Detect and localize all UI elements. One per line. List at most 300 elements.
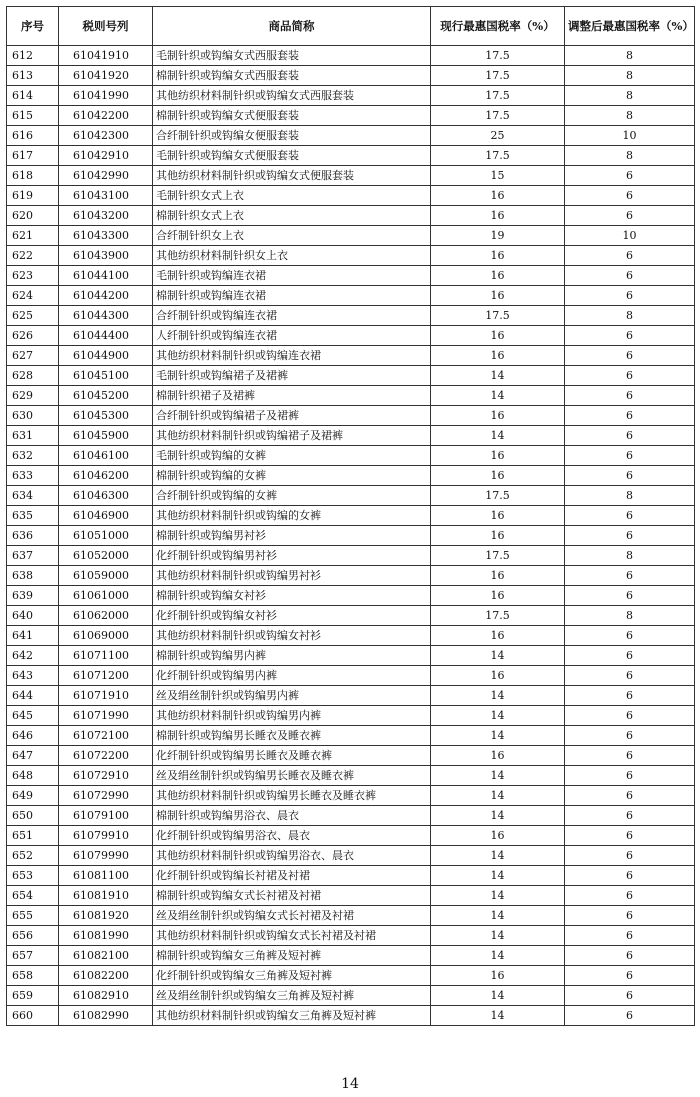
cell-current-rate: 16 xyxy=(431,466,565,486)
cell-name: 人纤制针织或钩编连衣裙 xyxy=(153,326,431,346)
table-row xyxy=(7,826,695,846)
table-row xyxy=(7,686,695,706)
cell-new-rate: 6 xyxy=(565,806,695,826)
cell-index: 639 xyxy=(7,586,59,606)
table-row xyxy=(7,946,695,966)
cell-current-rate: 16 xyxy=(431,266,565,286)
cell-new-rate: 6 xyxy=(565,886,695,906)
table-row xyxy=(7,746,695,766)
cell-name: 棉制针织或钩编女衬衫 xyxy=(153,586,431,606)
cell-new-rate: 6 xyxy=(565,646,695,666)
cell-name: 其他纺织材料制针织或钩编男内裤 xyxy=(153,706,431,726)
cell-index: 612 xyxy=(7,46,59,66)
tariff-table xyxy=(6,6,695,1026)
table-row xyxy=(7,186,695,206)
table-row xyxy=(7,1006,695,1026)
table-row xyxy=(7,666,695,686)
cell-current-rate: 16 xyxy=(431,206,565,226)
cell-current-rate: 16 xyxy=(431,186,565,206)
cell-name: 其他纺织材料制针织或钩编女式西服套装 xyxy=(153,86,431,106)
cell-current-rate: 17.5 xyxy=(431,606,565,626)
table-row xyxy=(7,606,695,626)
cell-index: 613 xyxy=(7,66,59,86)
cell-new-rate: 8 xyxy=(565,486,695,506)
cell-name: 棉制针织或钩编女式便服套装 xyxy=(153,106,431,126)
cell-current-rate: 17.5 xyxy=(431,86,565,106)
cell-index: 660 xyxy=(7,1006,59,1026)
cell-new-rate: 6 xyxy=(565,666,695,686)
table-row xyxy=(7,706,695,726)
cell-code: 61082100 xyxy=(59,946,153,966)
cell-index: 631 xyxy=(7,426,59,446)
cell-new-rate: 6 xyxy=(565,946,695,966)
cell-new-rate: 6 xyxy=(565,746,695,766)
cell-new-rate: 6 xyxy=(565,406,695,426)
cell-name: 毛制针织或钩编连衣裙 xyxy=(153,266,431,286)
table-row xyxy=(7,406,695,426)
cell-new-rate: 6 xyxy=(565,626,695,646)
cell-name: 化纤制针织或钩编女三角裤及短衬裤 xyxy=(153,966,431,986)
table-row xyxy=(7,146,695,166)
cell-code: 61079990 xyxy=(59,846,153,866)
cell-code: 61041910 xyxy=(59,46,153,66)
table-row xyxy=(7,646,695,666)
cell-current-rate: 14 xyxy=(431,766,565,786)
cell-code: 61072910 xyxy=(59,766,153,786)
cell-current-rate: 15 xyxy=(431,166,565,186)
cell-new-rate: 10 xyxy=(565,226,695,246)
cell-current-rate: 16 xyxy=(431,326,565,346)
cell-name: 其他纺织材料制针织女上衣 xyxy=(153,246,431,266)
cell-index: 615 xyxy=(7,106,59,126)
cell-current-rate: 16 xyxy=(431,286,565,306)
cell-current-rate: 14 xyxy=(431,786,565,806)
cell-current-rate: 16 xyxy=(431,826,565,846)
cell-current-rate: 14 xyxy=(431,686,565,706)
table-row xyxy=(7,486,695,506)
cell-current-rate: 16 xyxy=(431,526,565,546)
cell-new-rate: 6 xyxy=(565,386,695,406)
cell-index: 621 xyxy=(7,226,59,246)
cell-current-rate: 14 xyxy=(431,986,565,1006)
table-row xyxy=(7,106,695,126)
cell-name: 棉制针织或钩编女式西服套装 xyxy=(153,66,431,86)
cell-new-rate: 6 xyxy=(565,446,695,466)
table-row xyxy=(7,866,695,886)
cell-new-rate: 6 xyxy=(565,906,695,926)
cell-new-rate: 6 xyxy=(565,346,695,366)
cell-current-rate: 16 xyxy=(431,246,565,266)
table-row xyxy=(7,346,695,366)
cell-current-rate: 16 xyxy=(431,446,565,466)
cell-new-rate: 8 xyxy=(565,546,695,566)
table-row xyxy=(7,886,695,906)
tariff-table-container xyxy=(6,6,694,1026)
cell-code: 61072200 xyxy=(59,746,153,766)
cell-new-rate: 6 xyxy=(565,286,695,306)
cell-name: 毛制针织或钩编的女裤 xyxy=(153,446,431,466)
cell-current-rate: 14 xyxy=(431,886,565,906)
cell-code: 61082910 xyxy=(59,986,153,1006)
cell-index: 646 xyxy=(7,726,59,746)
cell-name: 毛制针织或钩编女式便服套装 xyxy=(153,146,431,166)
table-row xyxy=(7,806,695,826)
cell-new-rate: 6 xyxy=(565,326,695,346)
cell-current-rate: 14 xyxy=(431,726,565,746)
cell-code: 61059000 xyxy=(59,566,153,586)
cell-name: 合纤制针织或钩编的女裤 xyxy=(153,486,431,506)
cell-name: 棉制针织或钩编连衣裙 xyxy=(153,286,431,306)
cell-code: 61071910 xyxy=(59,686,153,706)
cell-code: 61072990 xyxy=(59,786,153,806)
cell-new-rate: 6 xyxy=(565,186,695,206)
table-row xyxy=(7,546,695,566)
header-new-rate: 调整后最惠国税率（%） xyxy=(565,7,695,46)
cell-new-rate: 6 xyxy=(565,846,695,866)
cell-new-rate: 6 xyxy=(565,526,695,546)
cell-code: 61042910 xyxy=(59,146,153,166)
cell-index: 640 xyxy=(7,606,59,626)
cell-code: 61071200 xyxy=(59,666,153,686)
cell-current-rate: 16 xyxy=(431,346,565,366)
cell-current-rate: 17.5 xyxy=(431,66,565,86)
cell-name: 毛制针织或钩编裙子及裙裤 xyxy=(153,366,431,386)
cell-index: 650 xyxy=(7,806,59,826)
cell-code: 61071100 xyxy=(59,646,153,666)
cell-code: 61052000 xyxy=(59,546,153,566)
cell-name: 丝及绢丝制针织或钩编女式长衬裙及衬裙 xyxy=(153,906,431,926)
cell-current-rate: 16 xyxy=(431,586,565,606)
cell-code: 61042200 xyxy=(59,106,153,126)
cell-code: 61072100 xyxy=(59,726,153,746)
cell-name: 其他纺织材料制针织或钩编男衬衫 xyxy=(153,566,431,586)
cell-name: 其他纺织材料制针织或钩编男长睡衣及睡衣裤 xyxy=(153,786,431,806)
cell-index: 658 xyxy=(7,966,59,986)
cell-new-rate: 8 xyxy=(565,106,695,126)
table-row xyxy=(7,586,695,606)
cell-index: 634 xyxy=(7,486,59,506)
cell-name: 丝及绢丝制针织或钩编女三角裤及短衬裤 xyxy=(153,986,431,1006)
table-row xyxy=(7,266,695,286)
cell-index: 617 xyxy=(7,146,59,166)
cell-code: 61082990 xyxy=(59,1006,153,1026)
cell-new-rate: 6 xyxy=(565,986,695,1006)
cell-current-rate: 16 xyxy=(431,966,565,986)
cell-name: 其他纺织材料制针织或钩编裙子及裙裤 xyxy=(153,426,431,446)
cell-current-rate: 14 xyxy=(431,646,565,666)
cell-name: 棉制针织或钩编男内裤 xyxy=(153,646,431,666)
cell-index: 648 xyxy=(7,766,59,786)
cell-new-rate: 6 xyxy=(565,726,695,746)
cell-index: 619 xyxy=(7,186,59,206)
cell-index: 622 xyxy=(7,246,59,266)
cell-code: 61082200 xyxy=(59,966,153,986)
cell-code: 61045200 xyxy=(59,386,153,406)
cell-name: 合纤制针织或钩编连衣裙 xyxy=(153,306,431,326)
cell-name: 丝及绢丝制针织或钩编男长睡衣及睡衣裤 xyxy=(153,766,431,786)
cell-index: 659 xyxy=(7,986,59,1006)
cell-new-rate: 8 xyxy=(565,146,695,166)
cell-name: 棉制针织或钩编女三角裤及短衬裤 xyxy=(153,946,431,966)
cell-code: 61044200 xyxy=(59,286,153,306)
cell-name: 棉制针织或钩编男浴衣、晨衣 xyxy=(153,806,431,826)
table-row xyxy=(7,526,695,546)
cell-code: 61046900 xyxy=(59,506,153,526)
table-row xyxy=(7,66,695,86)
cell-current-rate: 14 xyxy=(431,426,565,446)
cell-index: 620 xyxy=(7,206,59,226)
cell-name: 化纤制针织或钩编女衬衫 xyxy=(153,606,431,626)
table-row xyxy=(7,166,695,186)
cell-current-rate: 17.5 xyxy=(431,546,565,566)
table-row xyxy=(7,726,695,746)
cell-code: 61042990 xyxy=(59,166,153,186)
table-row xyxy=(7,46,695,66)
cell-name: 其他纺织材料制针织或钩编女三角裤及短衬裤 xyxy=(153,1006,431,1026)
cell-code: 61044100 xyxy=(59,266,153,286)
cell-name: 合纤制针织女上衣 xyxy=(153,226,431,246)
cell-index: 618 xyxy=(7,166,59,186)
cell-code: 61046300 xyxy=(59,486,153,506)
cell-current-rate: 17.5 xyxy=(431,106,565,126)
cell-new-rate: 6 xyxy=(565,426,695,446)
table-row xyxy=(7,926,695,946)
cell-current-rate: 16 xyxy=(431,566,565,586)
cell-current-rate: 14 xyxy=(431,386,565,406)
cell-name: 其他纺织材料制针织或钩编男浴衣、晨衣 xyxy=(153,846,431,866)
cell-code: 61061000 xyxy=(59,586,153,606)
table-row xyxy=(7,366,695,386)
cell-index: 626 xyxy=(7,326,59,346)
cell-current-rate: 19 xyxy=(431,226,565,246)
table-row xyxy=(7,306,695,326)
cell-new-rate: 8 xyxy=(565,86,695,106)
cell-new-rate: 8 xyxy=(565,46,695,66)
cell-current-rate: 14 xyxy=(431,806,565,826)
cell-code: 61079910 xyxy=(59,826,153,846)
cell-name: 毛制针织或钩编女式西服套装 xyxy=(153,46,431,66)
table-header-row xyxy=(7,7,695,46)
cell-new-rate: 6 xyxy=(565,686,695,706)
table-body xyxy=(7,46,695,1026)
cell-index: 645 xyxy=(7,706,59,726)
cell-code: 61071990 xyxy=(59,706,153,726)
cell-index: 652 xyxy=(7,846,59,866)
cell-code: 61042300 xyxy=(59,126,153,146)
cell-current-rate: 14 xyxy=(431,846,565,866)
cell-new-rate: 6 xyxy=(565,706,695,726)
table-row xyxy=(7,206,695,226)
cell-index: 637 xyxy=(7,546,59,566)
cell-index: 644 xyxy=(7,686,59,706)
table-row xyxy=(7,86,695,106)
cell-new-rate: 6 xyxy=(565,966,695,986)
cell-index: 625 xyxy=(7,306,59,326)
cell-new-rate: 6 xyxy=(565,766,695,786)
cell-new-rate: 6 xyxy=(565,786,695,806)
table-row xyxy=(7,286,695,306)
cell-current-rate: 16 xyxy=(431,666,565,686)
cell-current-rate: 16 xyxy=(431,506,565,526)
cell-code: 61044400 xyxy=(59,326,153,346)
cell-code: 61069000 xyxy=(59,626,153,646)
table-row xyxy=(7,626,695,646)
cell-index: 653 xyxy=(7,866,59,886)
cell-name: 棉制针织女式上衣 xyxy=(153,206,431,226)
cell-index: 655 xyxy=(7,906,59,926)
cell-new-rate: 6 xyxy=(565,466,695,486)
cell-code: 61046200 xyxy=(59,466,153,486)
cell-new-rate: 6 xyxy=(565,1006,695,1026)
cell-code: 61044900 xyxy=(59,346,153,366)
cell-current-rate: 14 xyxy=(431,906,565,926)
cell-current-rate: 17.5 xyxy=(431,46,565,66)
cell-code: 61046100 xyxy=(59,446,153,466)
cell-index: 624 xyxy=(7,286,59,306)
header-code: 税则号列 xyxy=(59,7,153,46)
table-row xyxy=(7,506,695,526)
cell-name: 化纤制针织或钩编男内裤 xyxy=(153,666,431,686)
header-name: 商品简称 xyxy=(153,7,431,46)
table-row xyxy=(7,386,695,406)
cell-name: 棉制针织或钩编男衬衫 xyxy=(153,526,431,546)
cell-name: 棉制针织或钩编男长睡衣及睡衣裤 xyxy=(153,726,431,746)
cell-index: 656 xyxy=(7,926,59,946)
cell-index: 623 xyxy=(7,266,59,286)
cell-name: 丝及绢丝制针织或钩编男内裤 xyxy=(153,686,431,706)
header-current-rate: 现行最惠国税率（%） xyxy=(431,7,565,46)
cell-code: 61045900 xyxy=(59,426,153,446)
table-row xyxy=(7,326,695,346)
cell-code: 61062000 xyxy=(59,606,153,626)
cell-new-rate: 6 xyxy=(565,366,695,386)
cell-index: 628 xyxy=(7,366,59,386)
table-row xyxy=(7,766,695,786)
table-row xyxy=(7,906,695,926)
table-row xyxy=(7,446,695,466)
cell-code: 61051000 xyxy=(59,526,153,546)
table-row xyxy=(7,986,695,1006)
cell-name: 毛制针织女式上衣 xyxy=(153,186,431,206)
cell-name: 化纤制针织或钩编男长睡衣及睡衣裤 xyxy=(153,746,431,766)
cell-name: 其他纺织材料制针织或钩编女式便服套装 xyxy=(153,166,431,186)
cell-new-rate: 6 xyxy=(565,166,695,186)
cell-index: 614 xyxy=(7,86,59,106)
cell-index: 657 xyxy=(7,946,59,966)
cell-new-rate: 6 xyxy=(565,566,695,586)
cell-code: 61044300 xyxy=(59,306,153,326)
cell-index: 638 xyxy=(7,566,59,586)
cell-new-rate: 6 xyxy=(565,866,695,886)
table-row xyxy=(7,126,695,146)
cell-current-rate: 14 xyxy=(431,926,565,946)
cell-current-rate: 16 xyxy=(431,406,565,426)
cell-index: 636 xyxy=(7,526,59,546)
cell-new-rate: 6 xyxy=(565,206,695,226)
cell-index: 633 xyxy=(7,466,59,486)
cell-index: 643 xyxy=(7,666,59,686)
cell-name: 其他纺织材料制针织或钩编女衬衫 xyxy=(153,626,431,646)
cell-new-rate: 6 xyxy=(565,246,695,266)
cell-new-rate: 8 xyxy=(565,66,695,86)
table-row xyxy=(7,846,695,866)
page-number: 14 xyxy=(341,1076,359,1092)
cell-index: 654 xyxy=(7,886,59,906)
cell-current-rate: 17.5 xyxy=(431,306,565,326)
cell-name: 其他纺织材料制针织或钩编女式长衬裙及衬裙 xyxy=(153,926,431,946)
cell-current-rate: 16 xyxy=(431,746,565,766)
table-row xyxy=(7,226,695,246)
cell-name: 棉制针织或钩编的女裤 xyxy=(153,466,431,486)
table-row xyxy=(7,566,695,586)
cell-code: 61041920 xyxy=(59,66,153,86)
cell-code: 61081910 xyxy=(59,886,153,906)
cell-index: 629 xyxy=(7,386,59,406)
cell-current-rate: 17.5 xyxy=(431,146,565,166)
cell-current-rate: 14 xyxy=(431,946,565,966)
cell-name: 棉制针织或钩编女式长衬裙及衬裙 xyxy=(153,886,431,906)
cell-new-rate: 10 xyxy=(565,126,695,146)
cell-new-rate: 6 xyxy=(565,266,695,286)
cell-name: 其他纺织材料制针织或钩编连衣裙 xyxy=(153,346,431,366)
cell-code: 61041990 xyxy=(59,86,153,106)
cell-index: 651 xyxy=(7,826,59,846)
cell-index: 616 xyxy=(7,126,59,146)
cell-index: 630 xyxy=(7,406,59,426)
cell-current-rate: 17.5 xyxy=(431,486,565,506)
cell-index: 642 xyxy=(7,646,59,666)
cell-name: 化纤制针织或钩编男浴衣、晨衣 xyxy=(153,826,431,846)
cell-name: 合纤制针织或钩编裙子及裙裤 xyxy=(153,406,431,426)
cell-name: 合纤制针织或钩编女便服套装 xyxy=(153,126,431,146)
cell-index: 627 xyxy=(7,346,59,366)
cell-current-rate: 16 xyxy=(431,626,565,646)
table-row xyxy=(7,966,695,986)
cell-current-rate: 14 xyxy=(431,366,565,386)
cell-new-rate: 8 xyxy=(565,606,695,626)
cell-index: 641 xyxy=(7,626,59,646)
cell-index: 647 xyxy=(7,746,59,766)
cell-code: 61045300 xyxy=(59,406,153,426)
table-row xyxy=(7,426,695,446)
cell-new-rate: 6 xyxy=(565,926,695,946)
cell-code: 61081100 xyxy=(59,866,153,886)
cell-new-rate: 8 xyxy=(565,306,695,326)
cell-name: 其他纺织材料制针织或钩编的女裤 xyxy=(153,506,431,526)
table-row xyxy=(7,786,695,806)
cell-code: 61081920 xyxy=(59,906,153,926)
cell-name: 化纤制针织或钩编男衬衫 xyxy=(153,546,431,566)
cell-new-rate: 6 xyxy=(565,506,695,526)
table-row xyxy=(7,466,695,486)
table-row xyxy=(7,246,695,266)
cell-name: 化纤制针织或钩编长衬裙及衬裙 xyxy=(153,866,431,886)
header-index: 序号 xyxy=(7,7,59,46)
cell-name: 棉制针织裙子及裙裤 xyxy=(153,386,431,406)
cell-index: 632 xyxy=(7,446,59,466)
cell-code: 61045100 xyxy=(59,366,153,386)
cell-current-rate: 14 xyxy=(431,706,565,726)
cell-new-rate: 6 xyxy=(565,586,695,606)
cell-code: 61043200 xyxy=(59,206,153,226)
cell-code: 61043300 xyxy=(59,226,153,246)
cell-code: 61079100 xyxy=(59,806,153,826)
cell-code: 61043900 xyxy=(59,246,153,266)
cell-current-rate: 25 xyxy=(431,126,565,146)
cell-index: 635 xyxy=(7,506,59,526)
cell-current-rate: 14 xyxy=(431,866,565,886)
cell-new-rate: 6 xyxy=(565,826,695,846)
